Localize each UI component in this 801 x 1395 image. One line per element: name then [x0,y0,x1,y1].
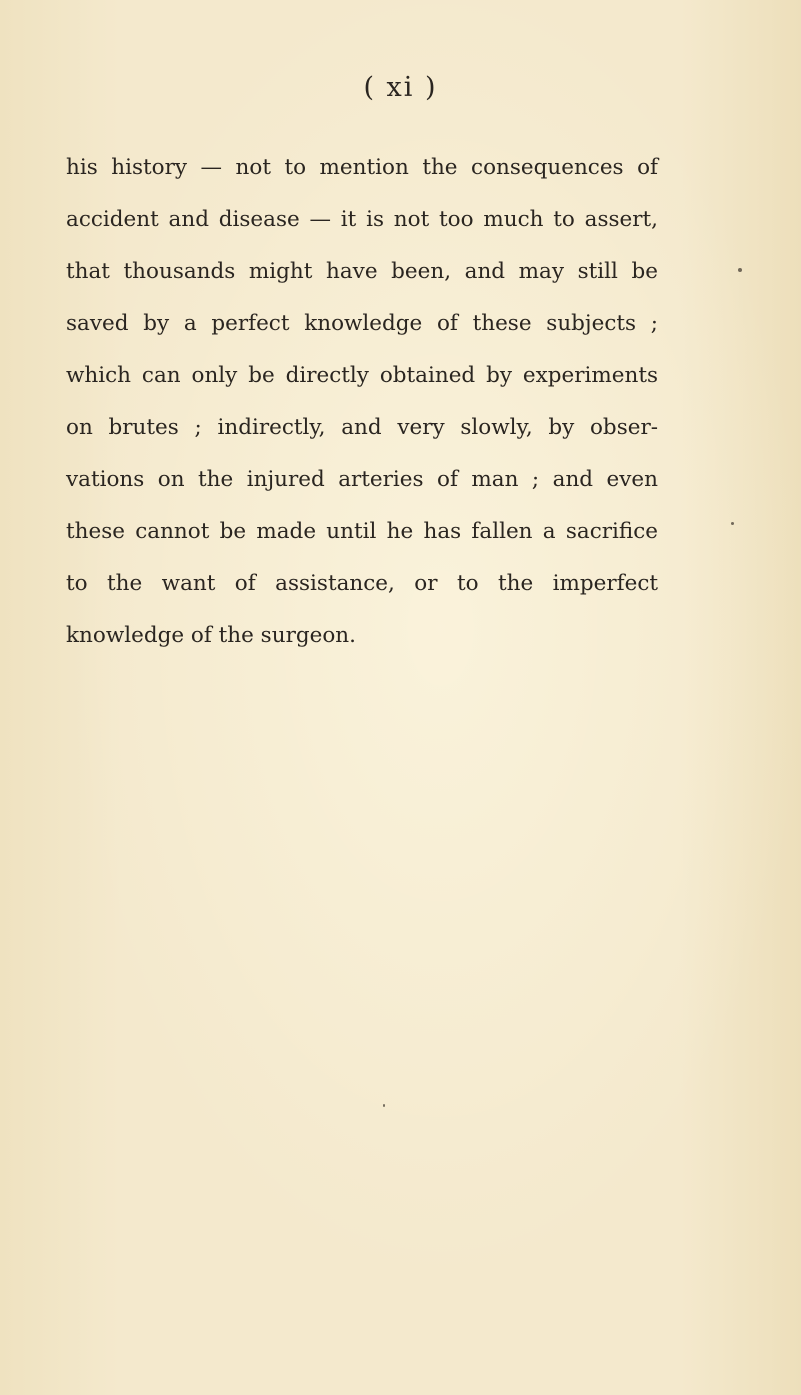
paper-speck [738,268,742,272]
text-line-10: knowledge of the surgeon. [66,623,356,648]
text-line-1: his history — not to mention the consequences of [66,155,658,180]
text-line-6: on brutes ; indirectly, and very slowly, by obser- [66,415,658,440]
text-line-5: which can only be directly obtained by experiments [66,363,658,388]
text-line-2: accident and disease — it is not too much to assert, [66,207,658,232]
text-line-3: that thousands might have been, and may still be [66,259,658,284]
body-text [66,142,658,662]
paper-speck [383,1104,385,1107]
paper-speck [731,522,734,525]
text-line-7: vations on the injured arteries of man ; and even [66,467,658,492]
text-line-4: saved by a perfect knowledge of these subjects ; [66,311,658,336]
text-line-9: to the want of assistance, or to the imperfect [66,571,658,596]
text-line-8: these cannot be made until he has fallen a sacrifice [66,519,658,544]
page-number: ( xi ) [363,72,438,103]
